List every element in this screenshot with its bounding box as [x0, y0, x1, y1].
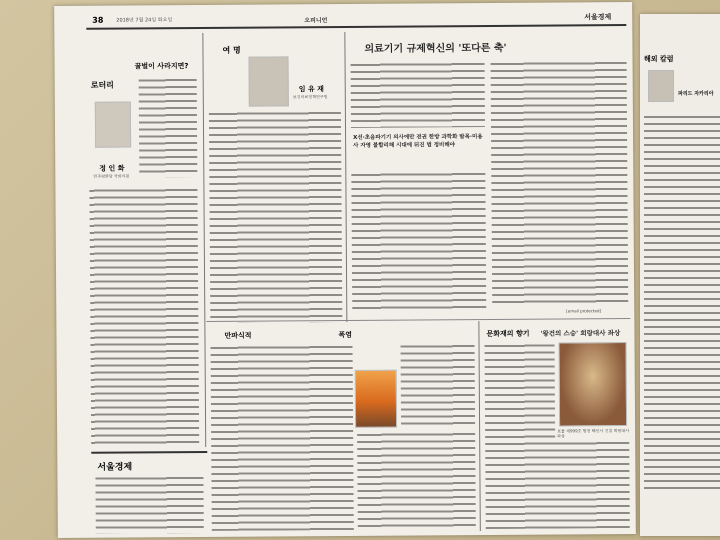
divider	[478, 321, 480, 531]
overseas-body-text	[644, 114, 720, 494]
divider	[202, 33, 206, 447]
column1-author-name: 정 인 화	[99, 164, 125, 173]
section-name: 오피니언	[304, 17, 328, 25]
divider	[344, 32, 347, 322]
masthead-name: 서울경제	[97, 462, 133, 473]
column1-body-text	[89, 187, 199, 446]
culture-title: '왕건의 스승' 희랑대사 좌상	[540, 329, 621, 338]
column2-label: 여 명	[222, 45, 241, 55]
editorial-email: [email protected]	[566, 308, 602, 314]
column2-author-photo	[249, 56, 289, 106]
masthead-details	[95, 475, 203, 534]
overseas-author: 파리드 자카리아	[678, 91, 714, 97]
editorial-headline: 의료기기 규제혁신의 '또다른 축'	[364, 42, 507, 55]
culture-label: 문화재의 향기	[486, 329, 530, 339]
issue-date: 2018년 7월 24일 화요일	[116, 17, 173, 24]
essay-text-c	[401, 343, 476, 428]
column1-title: 꿀벌이 사라지면?	[134, 62, 189, 71]
heat-photo	[355, 370, 397, 428]
newspaper-page	[54, 2, 636, 538]
column1-label: 로터리	[90, 80, 114, 90]
column2-body-text	[209, 110, 342, 323]
column1-author-photo	[95, 101, 131, 147]
editorial-text-a	[351, 61, 485, 128]
overseas-label: 해외 칼럼	[644, 55, 674, 63]
culture-text-b	[485, 440, 630, 529]
editorial-subhead: X선·초음파기기 의사에만 전권 한방 과학화 발목·미용사 자영 불합리해 시대에 뒤진 법 정비해야	[353, 134, 483, 149]
adjacent-page	[640, 14, 720, 536]
column2-author-name: 임 유 재	[298, 85, 324, 94]
header-rule	[86, 24, 626, 30]
page-number: 38	[92, 15, 104, 25]
culture-text-a	[485, 343, 556, 439]
publisher-name: 서울경제	[584, 13, 612, 22]
essay-text-a	[211, 344, 354, 531]
editorial-text-c	[491, 60, 629, 307]
column1-author-title: 민주평화당 국회의원	[93, 173, 130, 179]
statue-photo	[559, 342, 628, 426]
essay-title: 폭염	[338, 330, 353, 340]
column1-text-top	[139, 77, 198, 177]
overseas-author-photo	[648, 70, 674, 102]
culture-caption: 보물 제999호 합천 해인사 건칠 희랑대사 좌상	[557, 428, 630, 439]
column2-author-title: 보건의료정책연구원	[292, 94, 328, 100]
essay-label: 만파식적	[224, 331, 252, 340]
masthead-box	[91, 451, 208, 534]
editorial-text-b	[351, 171, 486, 312]
essay-text-b	[357, 431, 476, 528]
